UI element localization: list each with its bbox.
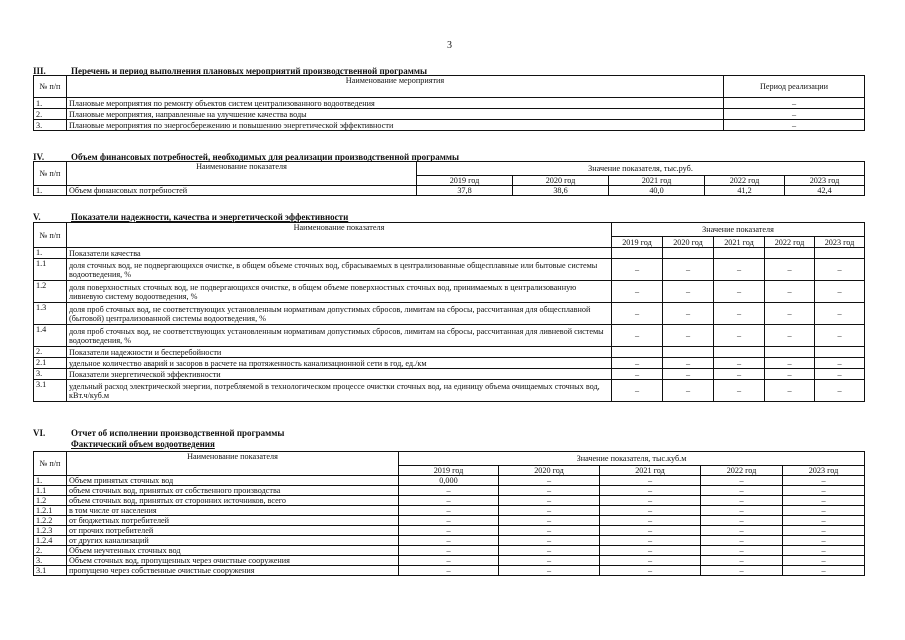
header-num: № п/п bbox=[34, 223, 67, 248]
row-value: – bbox=[399, 516, 499, 526]
row-value: – bbox=[714, 325, 765, 347]
row-value: – bbox=[701, 526, 783, 536]
indicators-table bbox=[33, 222, 865, 402]
row-value: – bbox=[399, 556, 499, 566]
row-num: 1.2.4 bbox=[34, 536, 67, 546]
row-value: – bbox=[663, 281, 714, 303]
page-number: 3 bbox=[447, 40, 452, 51]
header-name: Наименование показателя bbox=[67, 223, 612, 248]
row-value bbox=[612, 248, 663, 259]
row-value: – bbox=[600, 476, 701, 486]
row-value: – bbox=[600, 566, 701, 576]
row-name: Показатели надежности и бесперебойности bbox=[67, 347, 612, 358]
row-value: – bbox=[783, 476, 865, 486]
row-value: – bbox=[765, 380, 815, 402]
row-value: 42,4 bbox=[785, 186, 865, 196]
table-row bbox=[34, 476, 865, 486]
year-header: 2019 год bbox=[417, 176, 513, 186]
header-name: Наименование показателя bbox=[67, 162, 417, 186]
row-value: – bbox=[499, 516, 600, 526]
row-value: – bbox=[714, 281, 765, 303]
row-value: – bbox=[499, 506, 600, 516]
row-value: – bbox=[765, 358, 815, 369]
row-value: – bbox=[783, 546, 865, 556]
row-name: от других канализаций bbox=[67, 536, 399, 546]
row-value: – bbox=[399, 526, 499, 536]
row-num: 3. bbox=[34, 556, 67, 566]
row-value: – bbox=[612, 369, 663, 380]
row-value: – bbox=[765, 281, 815, 303]
table-row bbox=[34, 506, 865, 516]
row-value: 37,8 bbox=[417, 186, 513, 196]
row-value: – bbox=[724, 120, 865, 131]
row-value: – bbox=[783, 526, 865, 536]
row-value: – bbox=[600, 506, 701, 516]
row-value: – bbox=[783, 516, 865, 526]
row-num: 1.1 bbox=[34, 486, 67, 496]
row-num: 3. bbox=[34, 369, 67, 380]
row-num: 1.3 bbox=[34, 303, 67, 325]
row-value: – bbox=[701, 556, 783, 566]
row-value: – bbox=[724, 98, 865, 109]
row-name: доля проб сточных вод, не соответствующих установленным нормативам допустимых сбросов, лимитам на сбросы, рассчитанная для ливневой системы водоотведения, % bbox=[67, 325, 612, 347]
row-num: 1. bbox=[34, 248, 67, 259]
row-value: – bbox=[499, 546, 600, 556]
row-num: 2. bbox=[34, 109, 67, 120]
row-num: 1.4 bbox=[34, 325, 67, 347]
section-6-heading bbox=[33, 428, 284, 438]
row-name: доля поверхностных сточных вод, не подвергающихся очистке, в общем объеме поверхностных сточных вод, принимаемых в централизованную ливневую систему водоотведения, % bbox=[67, 281, 612, 303]
year-header: 2020 год bbox=[663, 237, 714, 248]
row-num: 1. bbox=[34, 476, 67, 486]
row-value bbox=[815, 248, 865, 259]
table-row bbox=[34, 526, 865, 536]
row-value: – bbox=[765, 325, 815, 347]
section-title: Объем финансовых потребностей, необходимых для реализации производственной программы bbox=[71, 152, 460, 162]
row-value: – bbox=[600, 556, 701, 566]
table-row bbox=[34, 325, 865, 347]
header-period: Период реализации bbox=[724, 76, 865, 98]
row-name: Объем неучтенных сточных вод bbox=[67, 546, 399, 556]
row-value: – bbox=[783, 506, 865, 516]
header-name: Наименование мероприятия bbox=[67, 76, 724, 98]
row-name: в том числе от населения bbox=[67, 506, 399, 516]
table-row bbox=[34, 98, 865, 109]
row-num: 1. bbox=[34, 98, 67, 109]
header-num: № п/п bbox=[34, 452, 67, 476]
row-name: Плановые мероприятия по ремонту объектов систем централизованного водоотведения bbox=[67, 98, 724, 109]
row-value bbox=[663, 248, 714, 259]
row-value: 41,2 bbox=[705, 186, 785, 196]
row-value: – bbox=[600, 526, 701, 536]
row-name: Показатели энергетической эффективности bbox=[67, 369, 612, 380]
row-value: – bbox=[600, 486, 701, 496]
row-value: – bbox=[499, 476, 600, 486]
table-row bbox=[34, 380, 865, 402]
row-value: 40,0 bbox=[609, 186, 705, 196]
row-value bbox=[612, 347, 663, 358]
row-value: – bbox=[663, 380, 714, 402]
row-name: от прочих потребителей bbox=[67, 526, 399, 536]
table-row bbox=[34, 536, 865, 546]
row-value: – bbox=[783, 496, 865, 506]
row-value: – bbox=[701, 516, 783, 526]
row-value: – bbox=[783, 536, 865, 546]
row-value: – bbox=[600, 496, 701, 506]
year-header: 2020 год bbox=[513, 176, 609, 186]
year-header: 2021 год bbox=[600, 466, 701, 476]
row-value: – bbox=[783, 566, 865, 576]
section-number: V. bbox=[33, 212, 41, 222]
table-row bbox=[34, 109, 865, 120]
table-row bbox=[34, 186, 865, 196]
row-num: 3. bbox=[34, 120, 67, 131]
header-name: Наименование показателя bbox=[67, 452, 399, 476]
table-row bbox=[34, 516, 865, 526]
row-value: – bbox=[724, 109, 865, 120]
row-num: 2. bbox=[34, 546, 67, 556]
year-header: 2021 год bbox=[714, 237, 765, 248]
header-value: Значение показателя, тыс.куб.м bbox=[399, 452, 865, 466]
section-6-subtitle bbox=[71, 439, 215, 449]
row-name: удельное количество аварий и засоров в расчете на протяженность канализационной сети в год, ед./км bbox=[67, 358, 612, 369]
row-value: – bbox=[600, 546, 701, 556]
table-row bbox=[34, 486, 865, 496]
year-header: 2021 год bbox=[609, 176, 705, 186]
row-value: – bbox=[714, 358, 765, 369]
table-row bbox=[34, 496, 865, 506]
row-name: доля проб сточных вод, не соответствующих установленным нормативам допустимых сбросов, лимитам на сбросы, рассчитанная для общесплавной (бытовой) централизованной системы водоотведения, % bbox=[67, 303, 612, 325]
row-value: – bbox=[499, 486, 600, 496]
wastewater-table bbox=[33, 451, 865, 576]
row-value: 0,000 bbox=[399, 476, 499, 486]
row-name: Плановые мероприятия по энергосбережению и повышению энергетической эффективности bbox=[67, 120, 724, 131]
row-value: – bbox=[815, 281, 865, 303]
row-value: – bbox=[499, 566, 600, 576]
row-value: 38,6 bbox=[513, 186, 609, 196]
row-value: – bbox=[783, 556, 865, 566]
row-value: – bbox=[663, 303, 714, 325]
section-title: Перечень и период выполнения плановых мероприятий производственной программы bbox=[71, 66, 428, 76]
row-value: – bbox=[701, 536, 783, 546]
row-value: – bbox=[714, 380, 765, 402]
row-value: – bbox=[399, 546, 499, 556]
row-num: 3.1 bbox=[34, 566, 67, 576]
table-row bbox=[34, 556, 865, 566]
row-num: 1.2 bbox=[34, 281, 67, 303]
table-row bbox=[34, 369, 865, 380]
row-name: объем сточных вод, принятых от сторонних источников, всего bbox=[67, 496, 399, 506]
row-value: – bbox=[815, 259, 865, 281]
section-title: Отчет об исполнении производственной программы bbox=[71, 428, 285, 438]
row-value: – bbox=[815, 325, 865, 347]
table-row bbox=[34, 546, 865, 556]
table-row bbox=[34, 566, 865, 576]
row-value: – bbox=[815, 369, 865, 380]
row-value: – bbox=[714, 303, 765, 325]
table-row bbox=[34, 303, 865, 325]
row-name: от бюджетных потребителей bbox=[67, 516, 399, 526]
row-num: 2.1 bbox=[34, 358, 67, 369]
row-value: – bbox=[815, 358, 865, 369]
row-value: – bbox=[783, 486, 865, 496]
row-value: – bbox=[701, 486, 783, 496]
row-num: 1.1 bbox=[34, 259, 67, 281]
row-value: – bbox=[399, 566, 499, 576]
header-value: Значение показателя, тыс.руб. bbox=[417, 162, 865, 176]
table-row bbox=[34, 281, 865, 303]
row-num: 1. bbox=[34, 186, 67, 196]
table-row bbox=[34, 248, 865, 259]
year-header: 2022 год bbox=[701, 466, 783, 476]
row-name: Объем финансовых потребностей bbox=[67, 186, 417, 196]
row-name: доля сточных вод, не подвергающихся очистке, в общем объеме сточных вод, сбрасываемых в централизованные общесплавные или бытовые системы водоотведения, % bbox=[67, 259, 612, 281]
year-header: 2020 год bbox=[499, 466, 600, 476]
activities-table bbox=[33, 75, 865, 131]
year-header: 2022 год bbox=[705, 176, 785, 186]
row-value: – bbox=[663, 325, 714, 347]
finance-table bbox=[33, 161, 865, 196]
section-number: III. bbox=[33, 66, 46, 76]
year-header: 2019 год bbox=[399, 466, 499, 476]
row-value: – bbox=[612, 281, 663, 303]
row-num: 1.2.2 bbox=[34, 516, 67, 526]
row-value bbox=[714, 248, 765, 259]
year-header: 2019 год bbox=[612, 237, 663, 248]
row-value: – bbox=[701, 476, 783, 486]
row-value bbox=[815, 347, 865, 358]
row-value: – bbox=[701, 506, 783, 516]
row-num: 2. bbox=[34, 347, 67, 358]
row-value: – bbox=[612, 325, 663, 347]
row-value: – bbox=[399, 506, 499, 516]
row-value: – bbox=[600, 536, 701, 546]
row-value: – bbox=[765, 259, 815, 281]
year-header: 2023 год bbox=[783, 466, 865, 476]
row-value: – bbox=[701, 566, 783, 576]
row-value: – bbox=[499, 526, 600, 536]
row-value bbox=[714, 347, 765, 358]
row-value: – bbox=[399, 496, 499, 506]
row-num: 1.2.3 bbox=[34, 526, 67, 536]
table-row bbox=[34, 259, 865, 281]
section-number: VI. bbox=[33, 428, 46, 438]
row-value: – bbox=[499, 536, 600, 546]
row-value: – bbox=[815, 380, 865, 402]
section-number: IV. bbox=[33, 152, 45, 162]
table-row bbox=[34, 120, 865, 131]
row-name: удельный расход электрической энергии, потребляемой в технологическом процессе очистки сточных вод, на единицу объема очищаемых сточных вод, кВт.ч/куб.м bbox=[67, 380, 612, 402]
row-value: – bbox=[612, 380, 663, 402]
section-subtitle: Фактический объем водоотведения bbox=[71, 439, 215, 449]
row-name: объем сточных вод, принятых от собственного производства bbox=[67, 486, 399, 496]
section-5-heading bbox=[33, 212, 348, 222]
row-value bbox=[765, 347, 815, 358]
year-header: 2023 год bbox=[815, 237, 865, 248]
row-num: 3.1 bbox=[34, 380, 67, 402]
row-value: – bbox=[765, 369, 815, 380]
row-value bbox=[765, 248, 815, 259]
row-name: Объем сточных вод, пропущенных через очистные сооружения bbox=[67, 556, 399, 566]
row-value: – bbox=[714, 369, 765, 380]
row-num: 1.2 bbox=[34, 496, 67, 506]
row-name: Плановые мероприятия, направленные на улучшение качества воды bbox=[67, 109, 724, 120]
row-value: – bbox=[701, 546, 783, 556]
row-value: – bbox=[499, 556, 600, 566]
section-title: Показатели надежности, качества и энергетической эффективности bbox=[71, 212, 349, 222]
row-value: – bbox=[663, 358, 714, 369]
row-value bbox=[663, 347, 714, 358]
row-value: – bbox=[663, 259, 714, 281]
row-value: – bbox=[600, 516, 701, 526]
header-num: № п/п bbox=[34, 76, 67, 98]
row-value: – bbox=[499, 496, 600, 506]
row-value: – bbox=[612, 303, 663, 325]
year-header: 2022 год bbox=[765, 237, 815, 248]
row-name: Показатели качества bbox=[67, 248, 612, 259]
row-name: Объем принятых сточных вод bbox=[67, 476, 399, 486]
row-value: – bbox=[399, 486, 499, 496]
header-value: Значение показателя bbox=[612, 223, 865, 237]
table-row bbox=[34, 358, 865, 369]
row-value: – bbox=[765, 303, 815, 325]
header-num: № п/п bbox=[34, 162, 67, 186]
row-name: пропущено через собственные очистные сооружения bbox=[67, 566, 399, 576]
row-value: – bbox=[815, 303, 865, 325]
row-value: – bbox=[612, 358, 663, 369]
row-value: – bbox=[663, 369, 714, 380]
row-value: – bbox=[399, 536, 499, 546]
row-value: – bbox=[701, 496, 783, 506]
row-num: 1.2.1 bbox=[34, 506, 67, 516]
row-value: – bbox=[612, 259, 663, 281]
row-value: – bbox=[714, 259, 765, 281]
table-row bbox=[34, 347, 865, 358]
year-header: 2023 год bbox=[785, 176, 865, 186]
